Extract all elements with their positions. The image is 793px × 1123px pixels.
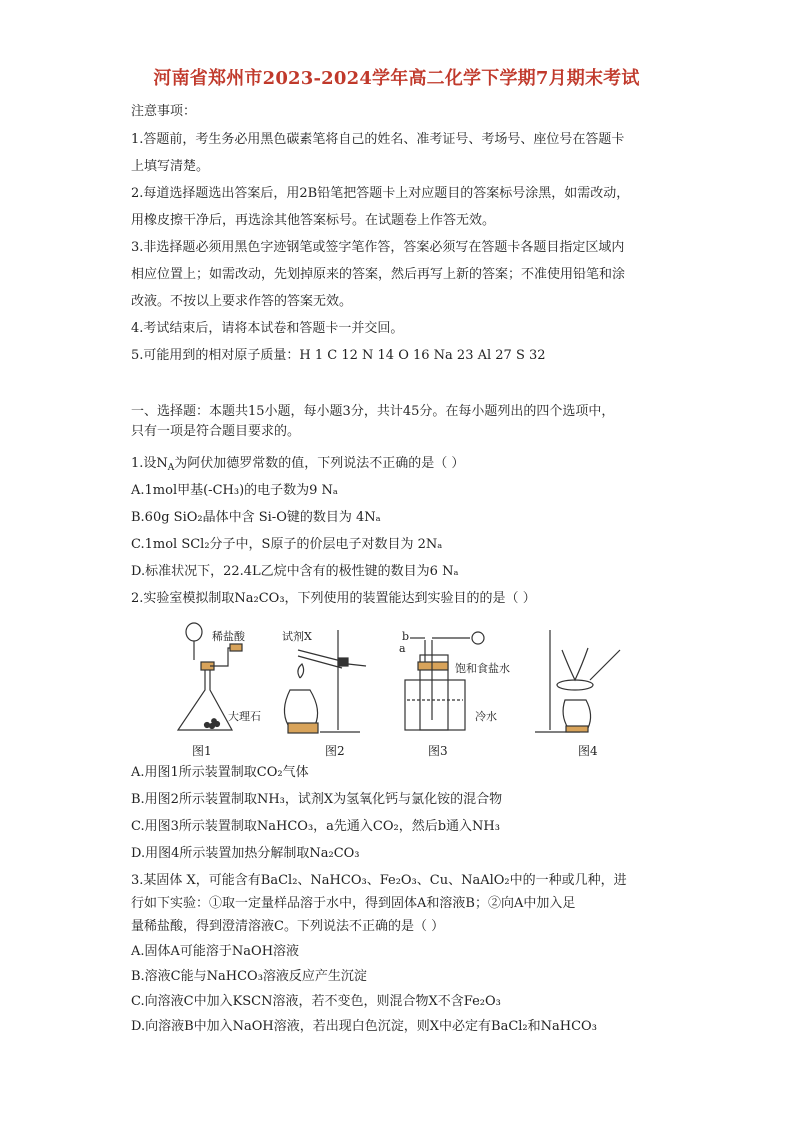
brine-label: 饱和食盐水	[455, 662, 510, 675]
acid-label: 稀盐酸	[212, 630, 245, 643]
q1-option-b: B.60g SiO₂晶体中含 Si-O键的数目为 4Nₐ	[131, 510, 381, 525]
q3-option-a: A.固体A可能溶于NaOH溶液	[131, 944, 300, 959]
notice-line: 用橡皮擦干净后，再选涂其他答案标号。在试题卷上作答无效。	[131, 213, 496, 228]
q3-option-d: D.向溶液B中加入NaOH溶液，若出现白色沉淀，则X中必定有BaCl₂和NaHCO₃	[131, 1019, 597, 1034]
q1-option-d: D.标准状况下，22.4L乙烷中含有的极性键的数目为6 Nₐ	[131, 564, 459, 579]
notice-line: 2.每道选择题选出答案后，用2B铅笔把答题卡上对应题目的答案标号涂黑，如需改动，	[131, 186, 630, 201]
tube-b-label: b	[402, 630, 410, 643]
fig3-absorption-drawing	[405, 632, 484, 730]
q3-option-b: B.溶液C能与NaHCO₃溶液反应产生沉淀	[131, 969, 367, 984]
notice-line: 相应位置上；如需改动，先划掉原来的答案，然后再写上新的答案；不准使用铅笔和涂	[131, 267, 626, 282]
cold-water-label: 冷水	[475, 710, 497, 723]
notice-line: 改液。不按以上要求作答的答案无效。	[131, 294, 353, 309]
q1-option-a: A.1mol甲基(-CH₃)的电子数为9 Nₐ	[131, 483, 338, 498]
marble-label: 大理石	[228, 710, 261, 723]
figure-4-label: 图4	[578, 744, 598, 758]
q3-option-c: C.向溶液C中加入KSCN溶液，若不变色，则混合物X不含Fe₂O₃	[131, 994, 501, 1009]
section-heading-cont: 只有一项是符合题目要求的。	[131, 424, 301, 439]
figure-1-label: 图1	[192, 744, 212, 758]
notice-line: 1.答题前，考生务必用黑色碳素笔将自己的姓名、准考证号、考场号、座位号在答题卡	[131, 132, 625, 147]
fig2-heating-drawing	[284, 630, 366, 733]
q2-option-b: B.用图2所示装置制取NH₃，试剂X为氢氧化钙与氯化铵的混合物	[131, 792, 503, 807]
q1-option-c: C.1mol SCl₂分子中，S原子的价层电子对数目为 2Nₐ	[131, 537, 443, 552]
section-heading: 一、选择题：本题共15小题，每小题3分，共计45分。在每小题列出的四个选项中，	[131, 404, 615, 419]
figure-3-label: 图3	[428, 744, 448, 758]
q2-stem: 2.实验室模拟制取Na₂CO₃，下列使用的装置能达到实验目的的是（ ）	[131, 591, 536, 606]
notice-line: 5.可能用到的相对原子质量：H 1 C 12 N 14 O 16 Na 23 Al 27 S 32	[131, 348, 546, 363]
q2-option-a: A.用图1所示装置制取CO₂气体	[131, 765, 309, 780]
q1-stem: 1.设$N_A$为阿伏加德罗常数的值，下列说法不正确的是（ ）	[131, 456, 465, 473]
apparatus-figures	[170, 620, 640, 758]
fig4-decompose-drawing	[535, 630, 620, 732]
tube-a-label: a	[399, 642, 406, 655]
notice-line: 上填写清楚。	[131, 159, 210, 174]
q2-option-d: D.用图4所示装置加热分解制取Na₂CO₃	[131, 846, 360, 861]
q3-stem-cont: 行如下实验：①取一定量样品溶于水中，得到固体A和溶液B；②向A中加入足	[131, 896, 576, 911]
figure-2-label: 图2	[325, 744, 345, 758]
q3-stem-cont: 量稀盐酸，得到澄清溶液C。下列说法不正确的是（ ）	[131, 919, 445, 934]
notice-heading: 注意事项：	[131, 104, 197, 119]
q3-stem: 3.某固体 X，可能含有BaCl₂、NaHCO₃、Fe₂O₃、Cu、NaAlO₂中的一种或几种，进	[131, 873, 627, 888]
notice-line: 4.考试结束后，请将本试卷和答题卡一并交回。	[131, 321, 404, 336]
q2-option-c: C.用图3所示装置制取NaHCO₃，a先通入CO₂，然后b通入NH₃	[131, 819, 500, 834]
page-title: 河南省郑州市2023-2024学年高二化学下学期7月期末考试	[153, 68, 640, 89]
notice-line: 3.非选择题必须用黑色字迹钢笔或签字笔作答，答案必须写在答题卡各题目指定区域内	[131, 240, 625, 255]
reagent-label: 试剂X	[282, 630, 312, 643]
